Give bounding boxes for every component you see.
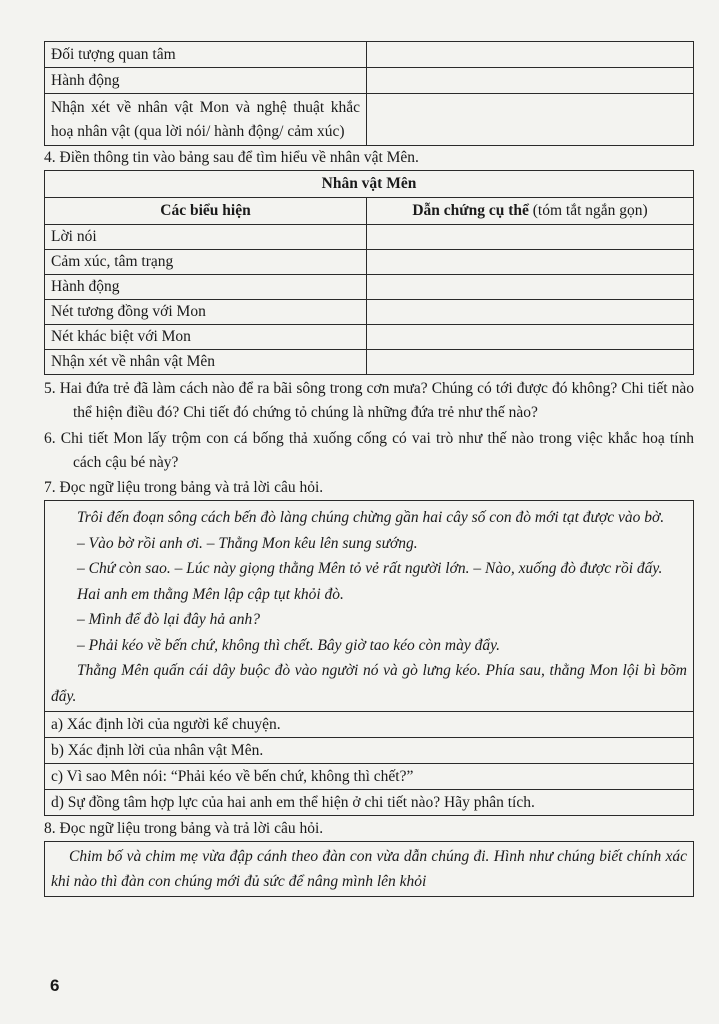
table-row [45, 42, 694, 68]
answer-cell[interactable] [367, 350, 694, 375]
question-4: 4. Điền thông tin vào bảng sau để tìm hiểu về nhân vật Mên. [44, 149, 419, 166]
table-title-row [45, 171, 694, 198]
answer-cell[interactable] [367, 68, 694, 94]
question-6-text: 6. Chi tiết Mon lấy trộm con cá bống thả xuống cống có vai trò như thế nào trong việc khắc hoạ tính cách cậu bé này? [44, 430, 694, 471]
table-row [45, 764, 694, 790]
page-number: 6 [50, 976, 60, 995]
answer-cell[interactable] [367, 94, 694, 146]
table-row [45, 275, 694, 300]
q7-passage-box [44, 500, 694, 712]
question-7: 7. Đọc ngữ liệu trong bảng và trả lời câu hỏi. [44, 479, 324, 496]
column-header-manifestations: Các biểu hiện [45, 198, 367, 225]
table-row [45, 350, 694, 375]
answer-cell[interactable] [367, 225, 694, 250]
row-label: Nhận xét về nhân vật Mon và nghệ thuật khắc hoạ nhân vật (qua lời nói/ hành động/ cảm xúc) [45, 94, 367, 146]
row-label: Hành động [45, 68, 367, 94]
row-label: Lời nói [45, 225, 367, 250]
evidence-header-bold: Dẫn chứng cụ thể [412, 202, 529, 219]
table-row [45, 712, 694, 738]
passage-paragraph: – Mình để đò lại đây hả anh? [77, 611, 260, 628]
row-label: Đối tượng quan tâm [45, 42, 367, 68]
passage-paragraph: – Chứ còn sao. – Lúc này giọng thằng Mên tỏ vẻ rất người lớn. – Nào, xuống đò được rồi đấy. [77, 560, 663, 577]
q8-passage-box: Chim bố và chim mẹ vừa đập cánh theo đàn con vừa dẫn chúng đi. Hình như chúng biết chính xác khi nào thì đàn con chúng mới đủ sức để nâng mình lên khỏi [44, 841, 694, 897]
passage-paragraph: – Vào bờ rồi anh ơi. – Thằng Mon kêu lên sung sướng. [77, 534, 418, 552]
table-row [45, 225, 694, 250]
question-5-text: 5. Hai đứa trẻ đã làm cách nào để ra bãi sông trong cơn mưa? Chúng có tới được đó không? Chi tiết nào thể hiện điều đó? Chi tiết đó chứng tỏ chúng là những đứa trẻ như thế nào? [44, 380, 694, 421]
table-row [45, 300, 694, 325]
table-row [45, 250, 694, 275]
passage-paragraph: Trôi đến đoạn sông cách bến đò làng chúng chừng gần hai cây số con đò mới tạt được vào bờ. [77, 509, 665, 526]
answer-cell[interactable] [367, 275, 694, 300]
question-8: 8. Đọc ngữ liệu trong bảng và trả lời câu hỏi. [44, 820, 324, 837]
passage-paragraph: – Phải kéo về bến chứ, không thì chết. Bây giờ tao kéo còn mày đẩy. [77, 636, 501, 654]
passage-paragraph: Thằng Mên quấn cái dây buộc đò vào người nó và gò lưng kéo. Phía sau, thằng Mon lội bì bõm đẩy. [51, 662, 687, 705]
row-label: Nhận xét về nhân vật Mên [45, 350, 367, 375]
q7-answer-table [44, 712, 694, 816]
table-header-row [45, 198, 694, 225]
table-row [45, 94, 694, 146]
worksheet-page [44, 40, 694, 897]
answer-prompt[interactable]: c) Vì sao Mên nói: “Phải kéo về bến chứ, không thì chết?” [45, 764, 694, 790]
mon-analysis-table [44, 41, 694, 146]
answer-prompt[interactable]: a) Xác định lời của người kể chuyện. [45, 712, 694, 738]
answer-cell[interactable] [367, 300, 694, 325]
row-label: Hành động [45, 275, 367, 300]
men-character-table [44, 170, 694, 375]
passage-paragraph: Hai anh em thằng Mên lập cập tụt khỏi đò. [77, 585, 344, 603]
table-row [45, 325, 694, 350]
question-5 [44, 377, 694, 425]
answer-prompt[interactable]: d) Sự đồng tâm hợp lực của hai anh em thể hiện ở chi tiết nào? Hãy phân tích. [45, 790, 694, 816]
answer-cell[interactable] [367, 42, 694, 68]
evidence-header-note: (tóm tắt ngắn gọn) [528, 202, 648, 219]
table-row [45, 790, 694, 816]
row-label: Nét tương đồng với Mon [45, 300, 367, 325]
answer-prompt[interactable]: b) Xác định lời của nhân vật Mên. [45, 738, 694, 764]
table-row [45, 738, 694, 764]
table-title: Nhân vật Mên [45, 171, 694, 198]
row-label: Cảm xúc, tâm trạng [45, 250, 367, 275]
column-header-evidence [367, 198, 694, 225]
answer-cell[interactable] [367, 250, 694, 275]
table-row [45, 68, 694, 94]
row-label: Nét khác biệt với Mon [45, 325, 367, 350]
question-6 [44, 427, 694, 475]
answer-cell[interactable] [367, 325, 694, 350]
